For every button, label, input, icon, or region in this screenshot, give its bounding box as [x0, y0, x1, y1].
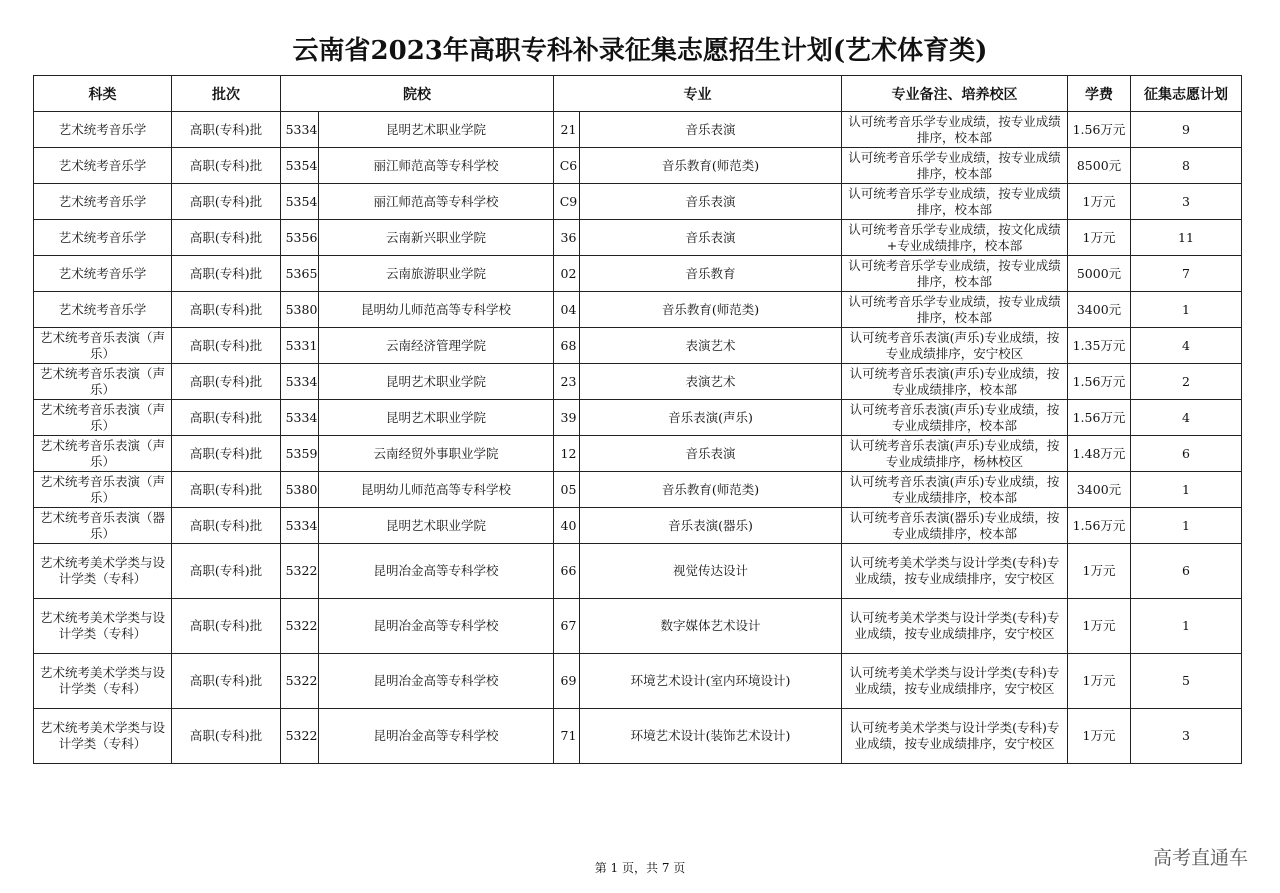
table-row — [34, 292, 1242, 328]
school-code-cell: 5380 — [281, 292, 319, 328]
major-name-cell: 音乐表演 — [580, 184, 842, 220]
enrollment-plan-table — [33, 75, 1242, 764]
batch-cell: 高职(专科)批 — [172, 328, 281, 364]
batch-cell: 高职(专科)批 — [172, 400, 281, 436]
school-code-cell: 5354 — [281, 148, 319, 184]
notes-cell: 认可统考音乐表演(器乐)专业成绩，按专业成绩排序，校本部 — [842, 508, 1068, 544]
header-major: 专业 — [554, 76, 842, 112]
plan-count-cell: 9 — [1131, 112, 1242, 148]
category-cell: 艺术统考美术学类与设计学类（专科） — [34, 544, 172, 599]
table-row — [34, 654, 1242, 709]
batch-cell: 高职(专科)批 — [172, 220, 281, 256]
plan-count-cell: 5 — [1131, 654, 1242, 709]
major-name-cell: 音乐表演 — [580, 220, 842, 256]
school-code-cell: 5334 — [281, 112, 319, 148]
major-code-cell: 69 — [554, 654, 580, 709]
major-code-cell: 40 — [554, 508, 580, 544]
plan-count-cell: 3 — [1131, 184, 1242, 220]
plan-count-cell: 6 — [1131, 436, 1242, 472]
major-code-cell: 05 — [554, 472, 580, 508]
major-name-cell: 音乐教育(师范类) — [580, 472, 842, 508]
school-name-cell: 昆明冶金高等专科学校 — [319, 544, 554, 599]
major-name-cell: 音乐表演 — [580, 112, 842, 148]
table-row — [34, 220, 1242, 256]
tuition-cell: 1万元 — [1068, 654, 1131, 709]
school-code-cell: 5331 — [281, 328, 319, 364]
category-cell: 艺术统考音乐表演（声乐） — [34, 436, 172, 472]
table-row — [34, 184, 1242, 220]
header-notes: 专业备注、培养校区 — [842, 76, 1068, 112]
school-code-cell: 5356 — [281, 220, 319, 256]
tuition-cell: 1万元 — [1068, 184, 1131, 220]
batch-cell: 高职(专科)批 — [172, 599, 281, 654]
batch-cell: 高职(专科)批 — [172, 364, 281, 400]
table-row — [34, 436, 1242, 472]
major-name-cell: 音乐教育 — [580, 256, 842, 292]
tuition-cell: 1.56万元 — [1068, 364, 1131, 400]
category-cell: 艺术统考音乐学 — [34, 292, 172, 328]
notes-cell: 认可统考美术学类与设计学类(专科)专业成绩，按专业成绩排序，安宁校区 — [842, 654, 1068, 709]
plan-count-cell: 3 — [1131, 709, 1242, 764]
school-name-cell: 丽江师范高等专科学校 — [319, 148, 554, 184]
tuition-cell: 1.48万元 — [1068, 436, 1131, 472]
category-cell: 艺术统考音乐表演（声乐） — [34, 328, 172, 364]
header-school: 院校 — [281, 76, 554, 112]
school-code-cell: 5359 — [281, 436, 319, 472]
school-code-cell: 5354 — [281, 184, 319, 220]
major-name-cell: 音乐教育(师范类) — [580, 148, 842, 184]
notes-cell: 认可统考美术学类与设计学类(专科)专业成绩，按专业成绩排序，安宁校区 — [842, 709, 1068, 764]
tuition-cell: 5000元 — [1068, 256, 1131, 292]
plan-count-cell: 1 — [1131, 292, 1242, 328]
major-code-cell: C9 — [554, 184, 580, 220]
school-name-cell: 昆明幼儿师范高等专科学校 — [319, 292, 554, 328]
tuition-cell: 8500元 — [1068, 148, 1131, 184]
batch-cell: 高职(专科)批 — [172, 184, 281, 220]
major-code-cell: 68 — [554, 328, 580, 364]
major-code-cell: 39 — [554, 400, 580, 436]
table-row — [34, 544, 1242, 599]
category-cell: 艺术统考音乐表演（声乐） — [34, 400, 172, 436]
major-name-cell: 音乐教育(师范类) — [580, 292, 842, 328]
category-cell: 艺术统考音乐学 — [34, 148, 172, 184]
category-cell: 艺术统考美术学类与设计学类（专科） — [34, 599, 172, 654]
page-footer: 第 1 页，共 7 页 — [594, 861, 686, 875]
notes-cell: 认可统考美术学类与设计学类(专科)专业成绩，按专业成绩排序，安宁校区 — [842, 599, 1068, 654]
page-title: 云南省2023年高职专科补录征集志愿招生计划(艺术体育类) — [292, 36, 988, 66]
major-name-cell: 表演艺术 — [580, 328, 842, 364]
notes-cell: 认可统考音乐学专业成绩，按专业成绩排序，校本部 — [842, 184, 1068, 220]
header-row — [34, 76, 1242, 112]
watermark: 高考直通车 — [1152, 847, 1248, 869]
tuition-cell: 1.56万元 — [1068, 112, 1131, 148]
table-row — [34, 148, 1242, 184]
category-cell: 艺术统考美术学类与设计学类（专科） — [34, 709, 172, 764]
school-name-cell: 昆明冶金高等专科学校 — [319, 599, 554, 654]
major-name-cell: 视觉传达设计 — [580, 544, 842, 599]
tuition-cell: 1万元 — [1068, 544, 1131, 599]
major-name-cell: 环境艺术设计(室内环境设计) — [580, 654, 842, 709]
plan-count-cell: 6 — [1131, 544, 1242, 599]
batch-cell: 高职(专科)批 — [172, 148, 281, 184]
major-code-cell: 04 — [554, 292, 580, 328]
batch-cell: 高职(专科)批 — [172, 709, 281, 764]
major-name-cell: 音乐表演(声乐) — [580, 400, 842, 436]
table-row — [34, 472, 1242, 508]
notes-cell: 认可统考美术学类与设计学类(专科)专业成绩，按专业成绩排序，安宁校区 — [842, 544, 1068, 599]
school-code-cell: 5322 — [281, 709, 319, 764]
school-code-cell: 5334 — [281, 508, 319, 544]
school-code-cell: 5322 — [281, 599, 319, 654]
school-name-cell: 昆明艺术职业学院 — [319, 364, 554, 400]
major-code-cell: 67 — [554, 599, 580, 654]
major-code-cell: 23 — [554, 364, 580, 400]
plan-count-cell: 11 — [1131, 220, 1242, 256]
school-name-cell: 昆明艺术职业学院 — [319, 400, 554, 436]
category-cell: 艺术统考音乐表演（声乐） — [34, 364, 172, 400]
notes-cell: 认可统考音乐学专业成绩，按专业成绩排序，校本部 — [842, 256, 1068, 292]
plan-count-cell: 4 — [1131, 328, 1242, 364]
tuition-cell: 3400元 — [1068, 292, 1131, 328]
tuition-cell: 1.35万元 — [1068, 328, 1131, 364]
notes-cell: 认可统考音乐学专业成绩，按专业成绩排序，校本部 — [842, 292, 1068, 328]
batch-cell: 高职(专科)批 — [172, 256, 281, 292]
table-row — [34, 256, 1242, 292]
notes-cell: 认可统考音乐学专业成绩，按专业成绩排序，校本部 — [842, 148, 1068, 184]
school-name-cell: 云南经济管理学院 — [319, 328, 554, 364]
batch-cell: 高职(专科)批 — [172, 508, 281, 544]
school-name-cell: 云南经贸外事职业学院 — [319, 436, 554, 472]
notes-cell: 认可统考音乐表演(声乐)专业成绩，按专业成绩排序，杨林校区 — [842, 436, 1068, 472]
plan-count-cell: 2 — [1131, 364, 1242, 400]
category-cell: 艺术统考音乐学 — [34, 112, 172, 148]
school-code-cell: 5365 — [281, 256, 319, 292]
tuition-cell: 1万元 — [1068, 599, 1131, 654]
school-code-cell: 5322 — [281, 544, 319, 599]
school-name-cell: 昆明冶金高等专科学校 — [319, 654, 554, 709]
major-name-cell: 音乐表演(器乐) — [580, 508, 842, 544]
notes-cell: 认可统考音乐学专业成绩，按文化成绩+专业成绩排序，校本部 — [842, 220, 1068, 256]
notes-cell: 认可统考音乐学专业成绩，按专业成绩排序，校本部 — [842, 112, 1068, 148]
notes-cell: 认可统考音乐表演(声乐)专业成绩，按专业成绩排序，校本部 — [842, 364, 1068, 400]
notes-cell: 认可统考音乐表演(声乐)专业成绩，按专业成绩排序，校本部 — [842, 400, 1068, 436]
plan-count-cell: 7 — [1131, 256, 1242, 292]
major-code-cell: C6 — [554, 148, 580, 184]
school-name-cell: 云南新兴职业学院 — [319, 220, 554, 256]
plan-count-cell: 4 — [1131, 400, 1242, 436]
batch-cell: 高职(专科)批 — [172, 654, 281, 709]
school-name-cell: 昆明艺术职业学院 — [319, 508, 554, 544]
batch-cell: 高职(专科)批 — [172, 292, 281, 328]
tuition-cell: 1.56万元 — [1068, 508, 1131, 544]
school-code-cell: 5334 — [281, 400, 319, 436]
header-batch: 批次 — [172, 76, 281, 112]
school-name-cell: 云南旅游职业学院 — [319, 256, 554, 292]
category-cell: 艺术统考音乐学 — [34, 184, 172, 220]
school-name-cell: 昆明冶金高等专科学校 — [319, 709, 554, 764]
category-cell: 艺术统考美术学类与设计学类（专科） — [34, 654, 172, 709]
tuition-cell: 1.56万元 — [1068, 400, 1131, 436]
major-name-cell: 音乐表演 — [580, 436, 842, 472]
category-cell: 艺术统考音乐学 — [34, 220, 172, 256]
tuition-cell: 1万元 — [1068, 220, 1131, 256]
school-name-cell: 丽江师范高等专科学校 — [319, 184, 554, 220]
major-code-cell: 02 — [554, 256, 580, 292]
major-code-cell: 71 — [554, 709, 580, 764]
tuition-cell: 3400元 — [1068, 472, 1131, 508]
table-row — [34, 364, 1242, 400]
header-plan: 征集志愿计划 — [1131, 76, 1242, 112]
plan-count-cell: 1 — [1131, 599, 1242, 654]
category-cell: 艺术统考音乐表演（器乐） — [34, 508, 172, 544]
plan-count-cell: 1 — [1131, 508, 1242, 544]
category-cell: 艺术统考音乐表演（声乐） — [34, 472, 172, 508]
school-name-cell: 昆明艺术职业学院 — [319, 112, 554, 148]
major-code-cell: 36 — [554, 220, 580, 256]
table-row — [34, 599, 1242, 654]
school-name-cell: 昆明幼儿师范高等专科学校 — [319, 472, 554, 508]
tuition-cell: 1万元 — [1068, 709, 1131, 764]
major-name-cell: 表演艺术 — [580, 364, 842, 400]
table-row — [34, 508, 1242, 544]
category-cell: 艺术统考音乐学 — [34, 256, 172, 292]
notes-cell: 认可统考音乐表演(声乐)专业成绩，按专业成绩排序，安宁校区 — [842, 328, 1068, 364]
table-row — [34, 400, 1242, 436]
header-tuition: 学费 — [1068, 76, 1131, 112]
major-code-cell: 12 — [554, 436, 580, 472]
plan-count-cell: 8 — [1131, 148, 1242, 184]
major-name-cell: 环境艺术设计(装饰艺术设计) — [580, 709, 842, 764]
table-row — [34, 328, 1242, 364]
table-row — [34, 709, 1242, 764]
school-code-cell: 5380 — [281, 472, 319, 508]
batch-cell: 高职(专科)批 — [172, 436, 281, 472]
school-code-cell: 5322 — [281, 654, 319, 709]
plan-count-cell: 1 — [1131, 472, 1242, 508]
batch-cell: 高职(专科)批 — [172, 472, 281, 508]
notes-cell: 认可统考音乐表演(声乐)专业成绩，按专业成绩排序，校本部 — [842, 472, 1068, 508]
header-category: 科类 — [34, 76, 172, 112]
table-row — [34, 112, 1242, 148]
batch-cell: 高职(专科)批 — [172, 544, 281, 599]
batch-cell: 高职(专科)批 — [172, 112, 281, 148]
major-name-cell: 数字媒体艺术设计 — [580, 599, 842, 654]
school-code-cell: 5334 — [281, 364, 319, 400]
major-code-cell: 21 — [554, 112, 580, 148]
major-code-cell: 66 — [554, 544, 580, 599]
